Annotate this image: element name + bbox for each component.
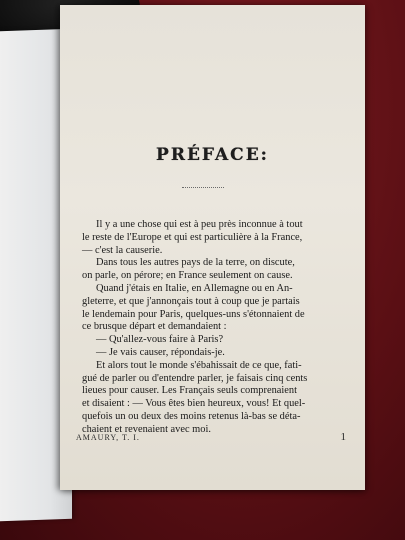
page-title: PRÉFACE: (156, 145, 269, 165)
text-line: chaient et revenaient avec moi. (82, 423, 211, 435)
text-line: on parle, on pérore; en France seulement on cause. (82, 270, 293, 282)
page-number: 1 (340, 431, 346, 443)
text-line: quefois un ou deux des moins retenus là-bas se déta- (82, 410, 301, 422)
text-line: Dans tous les autres pays de la terre, on discute, (96, 257, 295, 269)
page-footer (76, 431, 346, 445)
text-line: et disaient : — Vous êtes bien heureux, vous! Et quel- (82, 398, 306, 410)
title-ornament (182, 187, 224, 190)
text-line: Quand j'étais en Italie, en Allemagne ou en An- (96, 282, 293, 294)
preface-text (82, 219, 350, 437)
footer-signature: AMAURY, T. I. (76, 433, 140, 442)
text-line: — Je vais causer, répondais-je. (96, 346, 225, 358)
book-page (60, 5, 365, 490)
text-line: gué de parler ou d'entendre parler, je faisais cinq cents (82, 372, 308, 384)
text-line: ce brusque départ et demandaient : (82, 321, 227, 333)
text-line: gleterre, et que j'annonçais tout à coup que je partais (82, 295, 300, 307)
text-line: lieues pour causer. Les Français seuls comprenaient (82, 385, 297, 397)
text-line: Et alors tout le monde s'ébahissait de ce que, fati- (96, 359, 302, 371)
text-line: — Qu'allez-vous faire à Paris? (96, 334, 224, 346)
text-line: — c'est la causerie. (82, 244, 163, 256)
text-line: Il y a une chose qui est à peu près inconnue à tout (96, 219, 303, 230)
text-line: le reste de l'Europe et qui est particulière à la France, (82, 231, 303, 243)
text-line: le lendemain pour Paris, quelques-uns s'étonnaient de (82, 308, 305, 320)
